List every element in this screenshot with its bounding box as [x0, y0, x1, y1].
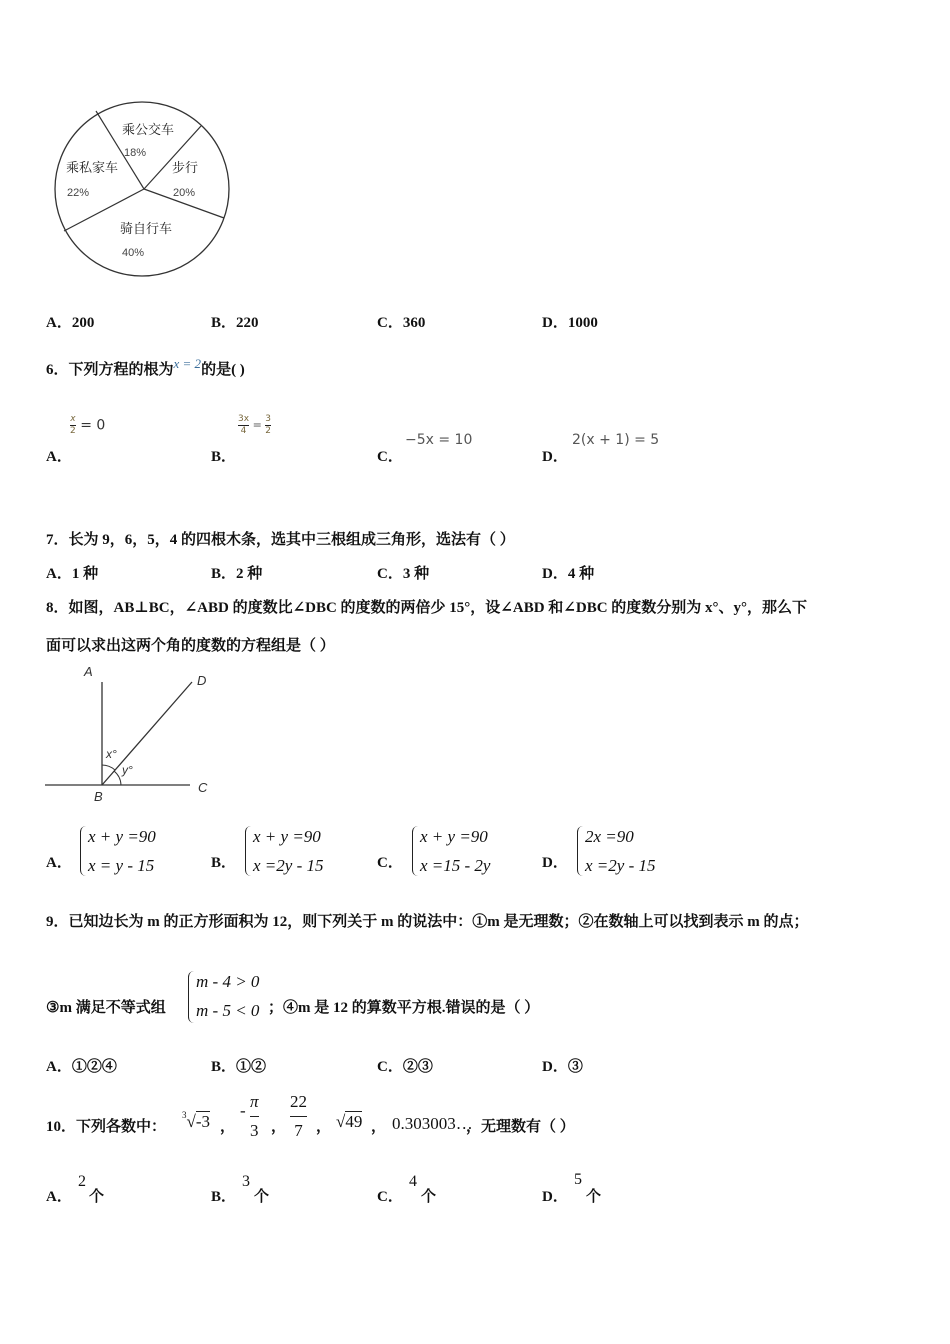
label-b: B: [94, 789, 103, 804]
q10-option-b-num: 3: [242, 1173, 250, 1190]
q10-sep-4: ，: [371, 1119, 387, 1135]
option-text: 200: [71, 315, 95, 331]
q6-root: x = 2: [173, 356, 202, 371]
q10-cube-root: [182, 1112, 210, 1132]
q5-option-c[interactable]: [377, 311, 425, 332]
option-text: ②③: [402, 1059, 433, 1075]
q8-option-a-letter[interactable]: A．: [46, 855, 72, 871]
q9-inequality-system: [196, 967, 259, 1025]
system-eq1: 2x =90: [585, 827, 634, 846]
root-index: 3: [182, 1110, 187, 1121]
option-text: ③: [567, 1059, 583, 1075]
q10-pi-fraction: [250, 1088, 259, 1145]
inequality-brace: [188, 971, 195, 1023]
q8-option-d-letter[interactable]: D．: [542, 855, 568, 871]
q10-decimal: 0.303003…: [392, 1114, 473, 1133]
q10-sep-2: ，: [271, 1119, 287, 1135]
system-eq2: x = y - 15: [88, 856, 155, 875]
q10-option-a-unit: 个: [89, 1189, 105, 1205]
option-letter: D．: [542, 566, 568, 582]
q10-option-c-letter[interactable]: C．: [377, 1189, 403, 1205]
pie-pct-car: 22%: [67, 187, 90, 199]
q8-option-c-letter[interactable]: C．: [377, 855, 403, 871]
q6-option-d-equation: 2(x + 1) = 5: [572, 432, 660, 448]
radical-sign: √: [186, 1112, 196, 1131]
angle-arc-y: [114, 771, 121, 785]
q10-option-a-num: 2: [78, 1173, 86, 1190]
q9-option-b[interactable]: [211, 1055, 266, 1076]
q10-fraction-22-7: [290, 1088, 307, 1145]
option-letter: C．: [377, 1059, 403, 1075]
equals-sign: =: [252, 418, 262, 432]
option-text: 4 种: [567, 566, 595, 582]
option-letter: C．: [377, 315, 403, 331]
system-brace: [577, 826, 584, 876]
q9-option-c[interactable]: [377, 1055, 433, 1076]
q6-option-a-letter[interactable]: A．: [46, 449, 72, 465]
inequality-2: m - 5 < 0: [196, 1001, 260, 1020]
system-eq1: x + y =90: [88, 827, 156, 846]
q9-stem-line1: 9．已知边长为 m 的正方形面积为 12，则下列关于 m 的说法中：①m 是无理数；②在数轴上可以找到表示 m 的点；: [46, 914, 809, 930]
pie-pct-bus: 18%: [124, 147, 147, 159]
q10-option-b-unit: 个: [254, 1189, 270, 1205]
q10-option-d-letter[interactable]: D．: [542, 1189, 568, 1205]
q6-stem-text: 6．下列方程的根为: [46, 362, 174, 378]
q7-option-b[interactable]: [211, 562, 262, 583]
radicand: -3: [195, 1112, 211, 1131]
frac-num: x: [70, 414, 76, 424]
q6-stem: [46, 358, 245, 379]
system-eq2: x =15 - 2y: [420, 856, 491, 875]
q7-option-c[interactable]: [377, 562, 429, 583]
inequality-1: m - 4 > 0: [196, 972, 260, 991]
option-text: 360: [402, 315, 426, 331]
q10-option-a-letter[interactable]: A．: [46, 1189, 72, 1205]
pie-label-bus: 乘公交车: [122, 122, 175, 137]
frac-num: π: [250, 1088, 259, 1117]
q10-neg-sign: -: [240, 1101, 246, 1120]
option-letter: A．: [46, 1059, 72, 1075]
q6-option-a-equation: [70, 414, 105, 437]
radical-sign: √: [336, 1112, 346, 1131]
q9-stem-line2-b: ；④m 是 12 的算数平方根.错误的是（ ）: [268, 1000, 540, 1016]
q8-option-d-system: [585, 822, 655, 880]
q8-option-b-letter[interactable]: B．: [211, 855, 237, 871]
option-text: ①②④: [71, 1059, 117, 1075]
q6-option-c-letter[interactable]: C．: [377, 449, 403, 465]
label-a: A: [84, 664, 93, 679]
system-eq2: x =2y - 15: [253, 856, 324, 875]
ray-bd: [102, 682, 192, 785]
option-letter: B．: [211, 1059, 237, 1075]
frac-den: 3: [250, 1121, 259, 1140]
frac-den: 2: [265, 426, 272, 436]
q6-stem-tail: 的是( ): [201, 362, 245, 378]
option-letter: A．: [46, 315, 72, 331]
option-text: 2 种: [236, 566, 263, 582]
q6-option-c-equation: −5x = 10: [405, 432, 473, 448]
system-brace: [80, 826, 87, 876]
q10-option-c-unit: 个: [421, 1189, 437, 1205]
frac-den: 7: [294, 1121, 303, 1140]
option-letter: B．: [211, 315, 237, 331]
pie-label-bike: 骑自行车: [120, 221, 173, 236]
frac-num: 3: [265, 414, 272, 424]
frac-num: 3x: [238, 414, 250, 424]
angle-arc-x: [102, 765, 115, 770]
option-text: 1000: [567, 315, 598, 331]
q10-sep-1: ，: [220, 1119, 236, 1135]
equation-rest: = 0: [80, 417, 106, 434]
q10-stem-a: 10．下列各数中：: [46, 1119, 167, 1135]
q6-option-b-letter[interactable]: B．: [211, 449, 237, 465]
q9-stem-line2-a: ③m 满足不等式组: [46, 1000, 166, 1016]
option-letter: D．: [542, 315, 568, 331]
frac-num: 22: [290, 1088, 307, 1117]
option-text: ①②: [236, 1059, 267, 1075]
label-d: D: [197, 673, 207, 688]
pie-label-walk: 步行: [172, 160, 199, 175]
q10-sep-3: ，: [316, 1119, 332, 1135]
option-text: 3 种: [402, 566, 430, 582]
q10-option-d-unit: 个: [586, 1189, 602, 1205]
q9-option-d[interactable]: [542, 1055, 583, 1076]
pie-pct-walk: 20%: [173, 187, 196, 199]
option-text: 220: [236, 315, 259, 331]
radicand: 49: [345, 1112, 363, 1131]
q7-stem: 7．长为 9，6，5，4 的四根木条，选其中三根组成三角形，选法有（ ）: [46, 532, 515, 548]
system-eq1: x + y =90: [420, 827, 488, 846]
option-letter: B．: [211, 566, 237, 582]
option-letter: D．: [542, 1059, 568, 1075]
label-x-angle: x°: [106, 747, 117, 761]
system-brace: [412, 826, 419, 876]
system-eq1: x + y =90: [253, 827, 321, 846]
label-c: C: [198, 780, 208, 795]
pie-pct-bike: 40%: [122, 247, 145, 259]
q5-option-b[interactable]: [211, 311, 259, 332]
q10-option-b-letter[interactable]: B．: [211, 1189, 237, 1205]
q10-stem-b: ，无理数有（ ）: [466, 1119, 575, 1135]
label-y-angle: y°: [122, 763, 133, 777]
q5-option-a[interactable]: [46, 311, 94, 332]
q7-option-d[interactable]: [542, 562, 594, 583]
q8-stem-line2: 面可以求出这两个角的度数的方程组是（ ）: [46, 638, 335, 654]
q6-option-b-equation: [238, 414, 271, 437]
q10-option-c-num: 4: [409, 1173, 417, 1190]
q8-option-c-system: [420, 822, 490, 880]
q10-sqrt: [336, 1112, 362, 1132]
system-eq2: x =2y - 15: [585, 856, 656, 875]
q10-option-d-num: 5: [574, 1171, 582, 1188]
q8-stem-line1: 8．如图，AB⊥BC，∠ABD 的度数比∠DBC 的度数的两倍少 15°，设∠ABD 和∠DBC 的度数分别为 x°、y°，那么下: [46, 600, 808, 616]
q8-option-a-system: [88, 822, 156, 880]
q7-option-a[interactable]: [46, 562, 98, 583]
system-brace: [245, 826, 252, 876]
option-letter: A．: [46, 566, 72, 582]
frac-den: 2: [70, 426, 76, 436]
q5-option-d[interactable]: [542, 311, 598, 332]
frac-den: 4: [240, 426, 247, 436]
q8-option-b-system: [253, 822, 323, 880]
q9-option-a[interactable]: [46, 1055, 117, 1076]
option-text: 1 种: [71, 566, 99, 582]
pie-chart: [50, 100, 235, 280]
pie-label-car: 乘私家车: [66, 160, 119, 175]
option-letter: C．: [377, 566, 403, 582]
q8-angle-figure: [40, 660, 220, 805]
q6-option-d-letter[interactable]: D．: [542, 449, 568, 465]
